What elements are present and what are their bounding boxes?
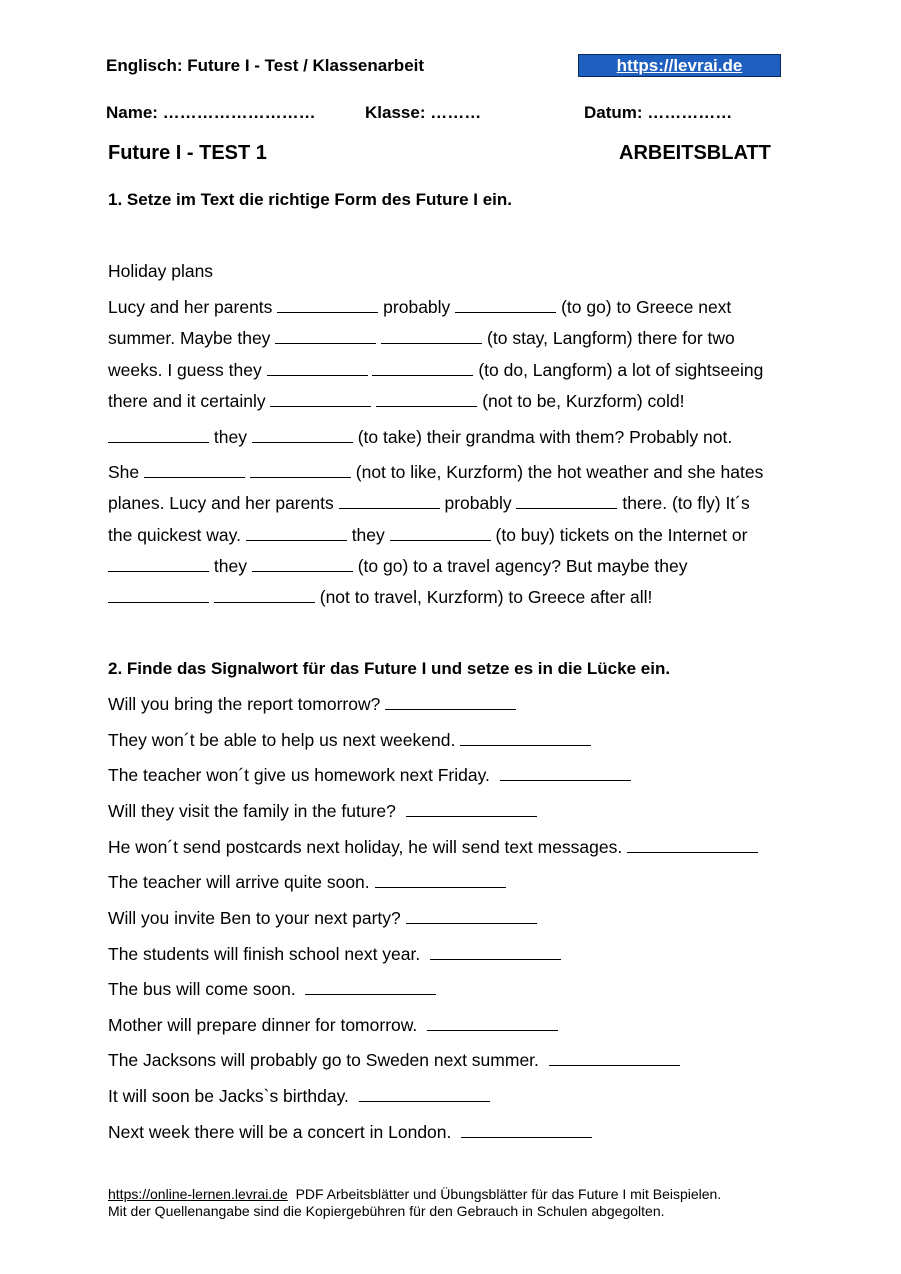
answer-blank[interactable]: [427, 1016, 558, 1031]
answer-blank[interactable]: [144, 463, 245, 478]
signal-sentence: The teacher won´t give us homework next Friday.: [108, 765, 631, 786]
signal-sentence: Will they visit the family in the future?: [108, 801, 537, 822]
exercise1-heading: 1. Setze im Text die richtige Form des Future I ein.: [108, 190, 512, 209]
sheet-label: ARBEITSBLATT: [619, 142, 771, 164]
answer-blank[interactable]: [250, 463, 351, 478]
footer: [108, 1186, 721, 1220]
answer-blank[interactable]: [277, 298, 378, 313]
exercise1-line: there and it certainly (not to be, Kurzform) cold!: [108, 391, 685, 411]
answer-blank[interactable]: [430, 945, 561, 960]
date-field: Datum: ……………: [584, 103, 733, 122]
answer-blank[interactable]: [381, 329, 482, 344]
answer-blank[interactable]: [108, 588, 209, 603]
answer-blank[interactable]: [267, 361, 368, 376]
signal-sentence: They won´t be able to help us next weekend.: [108, 730, 591, 751]
signal-sentence: Will you invite Ben to your next party?: [108, 908, 537, 929]
answer-blank[interactable]: [461, 1123, 592, 1138]
answer-blank[interactable]: [108, 557, 209, 572]
signal-sentence: Mother will prepare dinner for tomorrow.: [108, 1015, 558, 1036]
signal-sentence: He won´t send postcards next holiday, he will send text messages.: [108, 837, 758, 858]
class-field: Klasse: ………: [365, 103, 482, 122]
signal-sentence: The students will finish school next year.: [108, 944, 561, 965]
exercise1-line: the quickest way. they (to buy) tickets on the Internet or: [108, 525, 748, 545]
answer-blank[interactable]: [376, 392, 477, 407]
signal-sentence: The teacher will arrive quite soon.: [108, 872, 506, 893]
answer-blank[interactable]: [339, 494, 440, 509]
exercise1-line: She (not to like, Kurzform) the hot weather and she hates: [108, 462, 764, 482]
answer-blank[interactable]: [252, 557, 353, 572]
answer-blank[interactable]: [516, 494, 617, 509]
answer-blank[interactable]: [406, 909, 537, 924]
answer-blank[interactable]: [385, 695, 516, 710]
answer-blank[interactable]: [390, 526, 491, 541]
footer-line-1: https://online-lernen.levrai.de PDF Arbeitsblätter und Übungsblätter für das Future I mit Beispielen.: [108, 1186, 722, 1202]
test-title: Future I - TEST 1: [108, 142, 267, 164]
worksheet-header-title: Englisch: Future I - Test / Klassenarbeit: [106, 56, 425, 75]
answer-blank[interactable]: [246, 526, 347, 541]
answer-blank[interactable]: [460, 731, 591, 746]
site-link-box[interactable]: [578, 54, 781, 77]
site-link[interactable]: https://levrai.de: [616, 56, 743, 75]
answer-blank[interactable]: [252, 428, 353, 443]
signal-sentence: The bus will come soon.: [108, 979, 436, 1000]
footer-link[interactable]: https://online-lernen.levrai.de: [108, 1186, 288, 1202]
name-field: Name: ………………………: [106, 103, 316, 122]
signal-sentence: Next week there will be a concert in London.: [108, 1122, 592, 1143]
footer-line-2: Mit der Quellenangabe sind die Kopiergebühren für den Gebrauch in Schulen abgegolten.: [108, 1203, 665, 1219]
exercise1-line: Lucy and her parents probably (to go) to Greece next: [108, 297, 732, 317]
answer-blank[interactable]: [406, 802, 537, 817]
exercise2-heading: 2. Finde das Signalwort für das Future I und setze es in die Lücke ein.: [108, 659, 671, 678]
text-title: Holiday plans: [108, 261, 214, 281]
answer-blank[interactable]: [372, 361, 473, 376]
answer-blank[interactable]: [500, 766, 631, 781]
answer-blank[interactable]: [305, 980, 436, 995]
signal-sentence: It will soon be Jacks`s birthday.: [108, 1086, 490, 1107]
answer-blank[interactable]: [375, 873, 506, 888]
exercise1-line: they (to go) to a travel agency? But maybe they: [108, 556, 687, 577]
exercise1-line: (not to travel, Kurzform) to Greece after all!: [108, 587, 652, 608]
answer-blank[interactable]: [359, 1087, 490, 1102]
exercise1-line: planes. Lucy and her parents probably there. (to fly) It´s: [108, 493, 750, 513]
answer-blank[interactable]: [549, 1051, 680, 1066]
answer-blank[interactable]: [214, 588, 315, 603]
answer-blank[interactable]: [275, 329, 376, 344]
signal-sentence: Will you bring the report tomorrow?: [108, 694, 516, 715]
answer-blank[interactable]: [627, 838, 758, 853]
answer-blank[interactable]: [108, 428, 209, 443]
signal-sentence: The Jacksons will probably go to Sweden next summer.: [108, 1050, 680, 1071]
exercise1-line: weeks. I guess they (to do, Langform) a lot of sightseeing: [108, 360, 764, 380]
answer-blank[interactable]: [270, 392, 371, 407]
exercise1-line: summer. Maybe they (to stay, Langform) there for two: [108, 328, 735, 348]
exercise1-line: they (to take) their grandma with them? Probably not.: [108, 427, 732, 448]
answer-blank[interactable]: [455, 298, 556, 313]
